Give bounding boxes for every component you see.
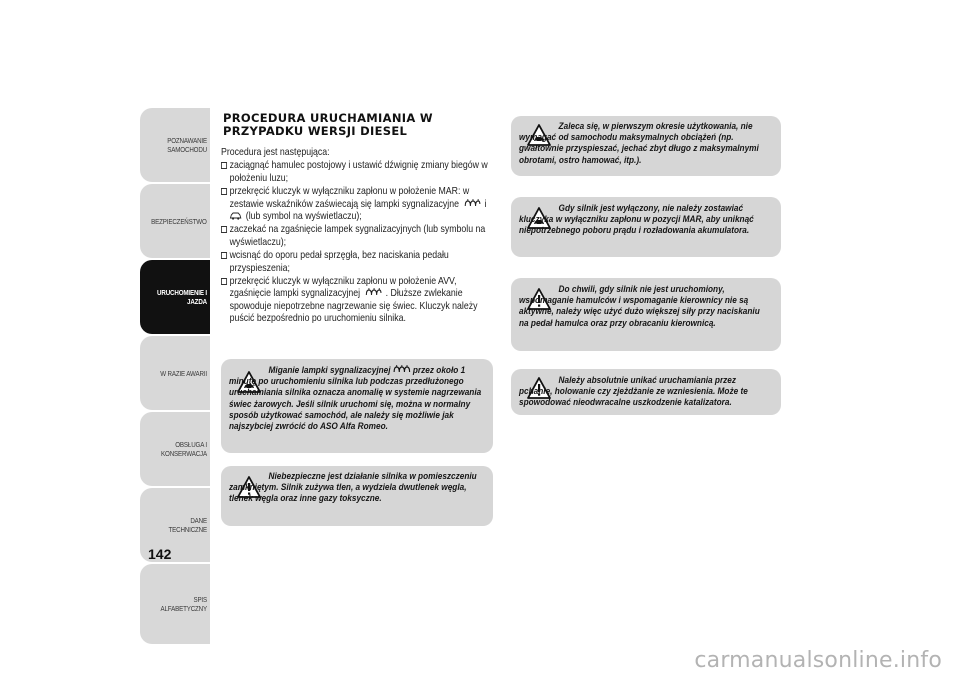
tab-spis-alfabetyczny[interactable]: SPIS ALFABETYCZNY: [140, 564, 210, 644]
section-title-line-2: PRZYPADKU WERSJI DIESEL: [223, 124, 408, 138]
glow-plug-icon: [392, 365, 411, 374]
warning-box-push-start: Należy absolutnie unikać uruchamiania przez pchanie, holowanie czy zjeżdżanie ze wzniesienia. Może te spowodować nieodwracalne uszkodzenie katalizatora.: [511, 369, 781, 415]
page-number: 142: [148, 546, 172, 562]
tab-poznawanie-samochodu[interactable]: POZNAWANIE SAMOCHODU: [140, 108, 210, 182]
tab-uruchomienie-i-jazda[interactable]: URUCHOMIENIE I JAZDA: [140, 260, 210, 334]
tab-obsluga-i-konserwacja[interactable]: OBSŁUGA I KONSERWACJA: [140, 412, 210, 486]
checkbox-bullet-icon: [221, 226, 227, 233]
checkbox-bullet-icon: [221, 188, 227, 195]
procedure-step: zaciągnąć hamulec postojowy i ustawić dźwignię zmiany biegów w położeniu luzu;: [221, 160, 495, 185]
procedure-intro: Procedura jest następująca:: [221, 147, 330, 158]
warning-box-key-position: Gdy silnik jest wyłączony, nie należy zostawiać kluczyka w wyłączniku zapłonu w pozycji MAR, aby uniknąć niepotrzebnego poboru prądu i rozładowania akumulatora.: [511, 197, 781, 257]
section-title: [223, 112, 483, 138]
procedure-body: [221, 147, 496, 327]
warning-box-closed-room: Niebezpieczne jest działanie silnika w pomieszczeniu zamkniętym. Silnik zużywa tlen, a wydziela dwutlenek węgla, tlenek węgla oraz inne gazy toksyczne.: [221, 466, 493, 526]
car-symbol-icon: [230, 211, 242, 220]
procedure-step: przekręcić kluczyk w wyłączniku zapłonu w położenie AVV, zgaśnięcie lampki sygnalizacyjnej . Dłuższe zwlekanie spowoduje niepotrzebne nagrzewanie się świec. Kluczyk należy puścić bezpośrednio po uruchomieniu silnika.: [221, 276, 495, 326]
watermark-text: carmanualsonline.info: [694, 648, 942, 673]
procedure-step: zaczekać na zgaśnięcie lampek sygnalizacyjnych (lub symbolu na wyświetlaczu);: [221, 224, 495, 249]
section-title-line-1: PROCEDURA URUCHAMIANIA W: [223, 111, 433, 125]
tab-w-razie-awarii[interactable]: W RAZIE AWARII: [140, 336, 210, 410]
tab-dane-techniczne[interactable]: DANE TECHNICZNE: [140, 488, 210, 562]
checkbox-bullet-icon: [221, 278, 227, 285]
warning-box-glow-plug: Miganie lampki sygnalizacyjnej przez około 1 minutę po uruchomieniu silnika lub podczas przedłużonego uruchamiania silnika oznacza anomalię w systemie nagrzewania świec żarowych. Jeśli silnik uruchomi się, można w normalny sposób użytkować samochód, ale należy się możliwie jak najszybciej zwrócić do ASO Alfa Romeo.: [221, 359, 493, 453]
warning-box-break-in: Zaleca się, w pierwszym okresie użytkowania, nie wymagać od samochodu maksymalnych obciążeń (np. gwałtownie przyspieszać, jechać zbyt długo z maksymalnymi obrotami, ostro hamować, itp.).: [511, 116, 781, 176]
tab-bezpieczenstwo[interactable]: BEZPIECZEŃSTWO: [140, 184, 210, 258]
glow-plug-icon: [364, 288, 381, 297]
procedure-step: przekręcić kluczyk w wyłączniku zapłonu w położenie MAR: w zestawie wskaźników zaświecają się lampki sygnalizacyjne i (lub symbol na wyświetlaczu);: [221, 186, 495, 223]
glow-plug-icon: [463, 199, 480, 208]
procedure-step: wcisnąć do oporu pedał sprzęgła, bez naciskania pedału przyspieszenia;: [221, 250, 495, 275]
checkbox-bullet-icon: [221, 252, 227, 259]
warning-box-power-assist: Do chwili, gdy silnik nie jest uruchomiony, wspomaganie hamulców i wspomaganie kierownicy nie są aktywne, należy więc użyć dużo większej siły przy naciskaniu na pedał hamulca oraz przy obracaniu kierownicą.: [511, 278, 781, 351]
checkbox-bullet-icon: [221, 162, 227, 169]
